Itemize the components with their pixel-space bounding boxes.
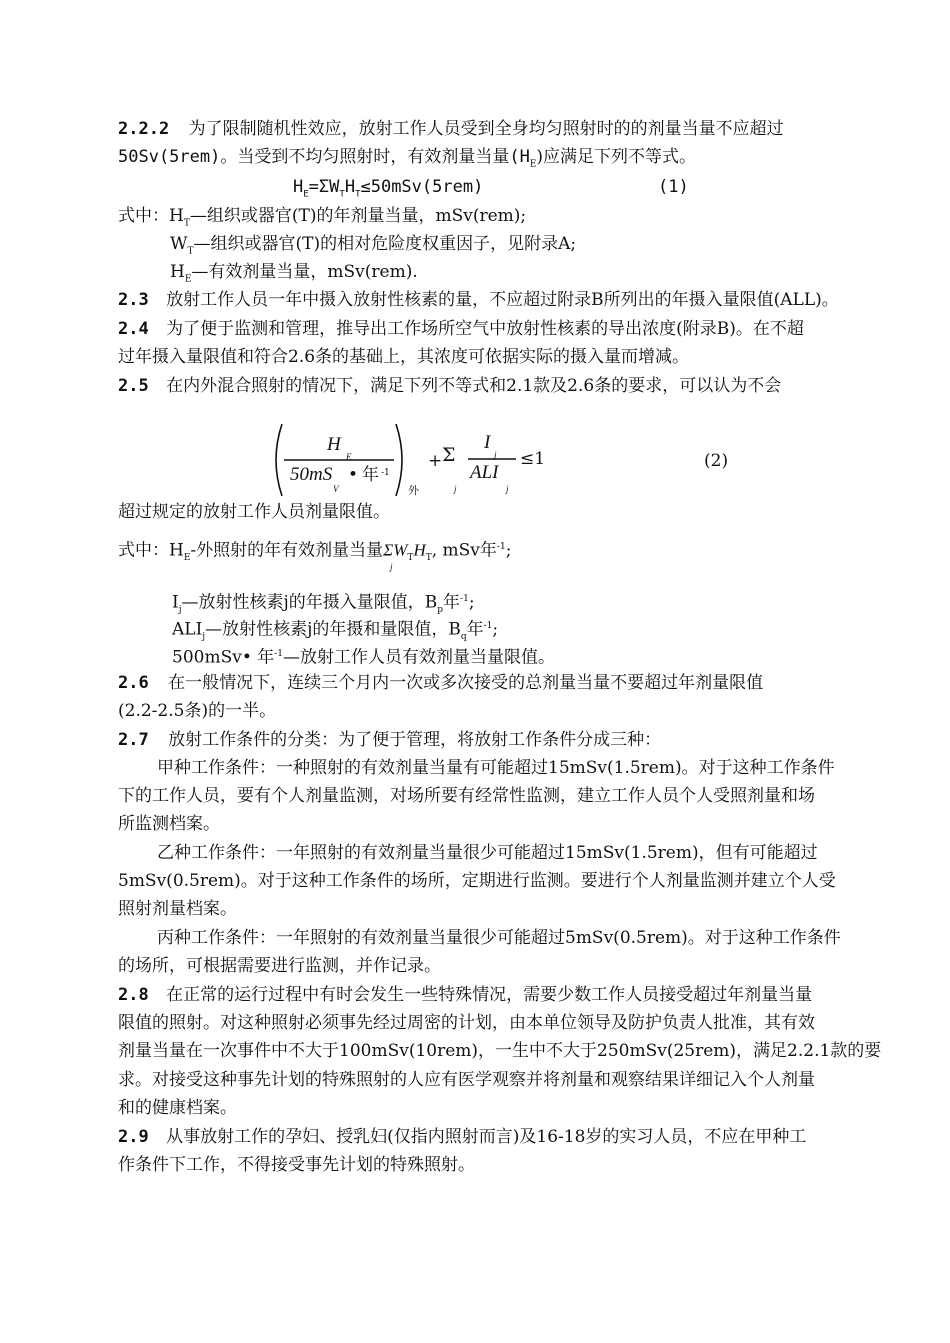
jia-line-1: 甲种工作条件：一种照射的有效剂量当量有可能超过15mSv(1.5rem)。对于这种工作条件 [157, 758, 835, 778]
eq2-denominator: 50mS [290, 464, 333, 485]
section-2-2-2-line-2 [118, 146, 696, 175]
subscript: E [183, 553, 191, 564]
yi-line-3: 照射剂量档案。 [118, 899, 237, 919]
eq2-outer-label: 外 [408, 484, 419, 497]
where-text: 年 [466, 619, 484, 640]
section-2-5-line-2: 超过规定的放射工作人员剂量限值。 [118, 502, 390, 522]
subscript: V [333, 484, 339, 494]
where2-item-4 [172, 643, 555, 669]
paragraph-text: 为了便于监测和管理，推导出工作场所空气中放射性核素的导出浓度(附录B)。在不超 [166, 319, 804, 339]
sigma-subscript: j [390, 562, 393, 572]
where-text: ; [468, 592, 475, 613]
where-text: —组织或器官(T)的相对危险度权重因子，见附录A; [193, 234, 577, 254]
where-item-3 [170, 261, 418, 290]
jia-line-3: 所监测档案。 [118, 814, 220, 834]
section-number: 2.6 [118, 673, 149, 693]
yi-line-1: 乙种工作条件：一年照射的有效剂量当量很少可能超过15mSv(1.5rem)，但有可能超过 [157, 843, 818, 863]
subscript: T [339, 189, 345, 200]
subscript: j [178, 605, 182, 616]
paragraph-text: 放射工作条件的分类：为了便于管理，将放射工作条件分成三种： [168, 730, 662, 750]
paragraph-text: 在内外混合照射的情况下，满足下列不等式和2.1款及2.6条的要求，可以认为不会 [166, 376, 782, 396]
eq2-ALI: ALI [470, 462, 499, 483]
section-number: 2.2.2 [118, 119, 170, 139]
where-label: 式中：H [118, 540, 184, 561]
section-number: 2.3 [118, 290, 149, 310]
subscript: q [460, 632, 467, 643]
superscript: -1 [496, 542, 506, 552]
section-2-8-line-1 [118, 984, 812, 1006]
section-number: 2.4 [118, 319, 149, 339]
paragraph-text: 在正常的运行过程中有时会发生一些特殊情况，需要少数工作人员接受超过年剂量当量 [166, 985, 813, 1005]
section-2-7 [118, 729, 661, 751]
subscript: E [184, 274, 192, 285]
section-2-4-line-1 [118, 318, 804, 340]
eq-symbol: H [413, 540, 426, 560]
eq-symbol: H [293, 177, 304, 197]
section-2-8-line-5: 和的健康档案。 [118, 1098, 237, 1118]
eq2-I: I [484, 432, 491, 453]
eq-symbol: H [344, 177, 356, 197]
section-2-6-line-1 [118, 672, 763, 694]
section-number: 2.8 [118, 985, 149, 1005]
paragraph-text: 放射工作人员一年中摄入放射性核素的量，不应超过附录B所列出的年摄入量限值(ALL)。 [166, 290, 839, 310]
eq-symbol: =ΣW [308, 177, 340, 197]
where-label: 500mSv• 年 [172, 647, 275, 668]
section-2-8-line-4: 求。对接受这种事先计划的特殊照射的人应有医学观察并将剂量和观察结果详细记入个人剂量 [118, 1070, 815, 1090]
superscript: -1 [381, 468, 390, 478]
subscript: j [454, 484, 457, 494]
where-label: I [172, 592, 179, 613]
subscript: T [425, 553, 432, 564]
paragraph-text: )应满足下列不等式。 [536, 147, 697, 167]
where-text: -外照射的年有效剂量当量 [190, 540, 384, 561]
subscript: j [506, 484, 509, 494]
where-label: H [170, 262, 185, 282]
jia-line-2: 下的工作人员，要有个人剂量监测，对场所要有经常性监测，建立工作人员个人受照剂量和场 [118, 786, 815, 806]
eq2-dot: • [348, 465, 359, 485]
eq2-year: 年 [362, 465, 379, 485]
section-2-8-line-3: 剂量当量在一次事件中不大于100mSv(10rem)，一生中不大于250mSv(25rem)，满足2.2.1款的要 [118, 1041, 882, 1061]
where-item-2 [170, 233, 576, 262]
where-text: ; [492, 619, 499, 640]
where-label: W [170, 234, 188, 254]
eq-symbol: ΣW [383, 540, 408, 560]
subscript: j [494, 450, 497, 460]
section-2-8-line-2: 限值的照射。对这种照射必须事先经过周密的计划，由本单位领导及防护负责人批准，其有效 [118, 1013, 815, 1033]
section-2-5-line-1 [118, 375, 781, 397]
eq2-sigma: Σ [442, 444, 456, 466]
paragraph-text: 从事放射工作的孕妇、授乳妇(仅指内照射而言)及16-18岁的实习人员，不应在甲种工 [166, 1127, 807, 1147]
where-text: —组织或器官(T)的年剂量当量，mSv(rem); [189, 206, 527, 226]
section-2-9-line-2: 作条件下工作，不得接受事先计划的特殊照射。 [118, 1155, 475, 1175]
paragraph-text: 为了限制随机性效应，放射工作人员受到全身均匀照射时的的剂量当量不应超过 [188, 119, 784, 139]
where-text: ; [505, 540, 512, 561]
subscript: T [183, 218, 190, 229]
section-2-3 [118, 289, 839, 311]
subscript: j [202, 632, 206, 643]
equation-number: (2) [704, 451, 729, 471]
eq2-plus: + [428, 451, 443, 471]
subscript: T [187, 246, 194, 257]
eq2-le: ≤1 [520, 449, 546, 469]
subscript: E [346, 452, 352, 462]
bing-line-1: 丙种工作条件：一年照射的有效剂量当量很少可能超过5mSv(0.5rem)。对于这种工作条件 [157, 928, 841, 948]
section-number: 2.9 [118, 1127, 149, 1147]
where-label: 式中：H [118, 206, 184, 226]
where-text: , mSv年 [431, 540, 497, 561]
paragraph-text: 50Sv(5rem)。当受到不均匀照射时，有效剂量当量(H [118, 147, 530, 167]
yi-line-2: 5mSv(0.5rem)。对于这种工作条件的场所，定期进行监测。要进行个人剂量监测并建立个人受 [118, 871, 836, 891]
where-text: —放射性核素j的年摄和量限值，B [205, 619, 461, 640]
equation-1 [293, 176, 483, 205]
superscript: -1 [483, 621, 493, 631]
where-text: —放射工作人员有效剂量当量限值。 [283, 647, 556, 668]
section-number: 2.7 [118, 730, 149, 750]
superscript: -1 [460, 594, 469, 604]
section-2-6-line-2: (2.2-2.5条)的一半。 [118, 701, 277, 721]
subscript: T [355, 189, 361, 200]
eq-symbol: ≤50mSv(5rem) [360, 177, 484, 197]
section-2-4-line-2: 过年摄入量限值和符合2.6条的基础上，其浓度可依据实际的摄入量而增减。 [118, 347, 690, 367]
paragraph-text: 在一般情况下，连续三个月内一次或多次接受的总剂量当量不要超过年剂量限值 [168, 673, 764, 693]
eq2-numerator: H [327, 434, 341, 455]
subscript: E [529, 159, 537, 170]
where-text: —有效剂量当量，mSv(rem). [191, 262, 418, 282]
section-2-2-2-line-1 [118, 118, 784, 140]
where-item-1 [118, 205, 526, 234]
subscript: E [303, 189, 309, 200]
section-2-9-line-1 [118, 1126, 806, 1148]
subscript: T [407, 553, 414, 564]
where-text: 年 [443, 592, 461, 613]
where2-item-1 [118, 536, 511, 569]
where-text: —放射性核素j的年摄入量限值，B [181, 592, 438, 613]
subscript: p [437, 605, 444, 616]
section-number: 2.5 [118, 376, 149, 396]
bing-line-2: 的场所，可根据需要进行监测，并作记录。 [118, 956, 441, 976]
superscript: -1 [274, 649, 284, 659]
equation-number: (1) [658, 177, 689, 197]
where-label: ALI [172, 619, 203, 640]
